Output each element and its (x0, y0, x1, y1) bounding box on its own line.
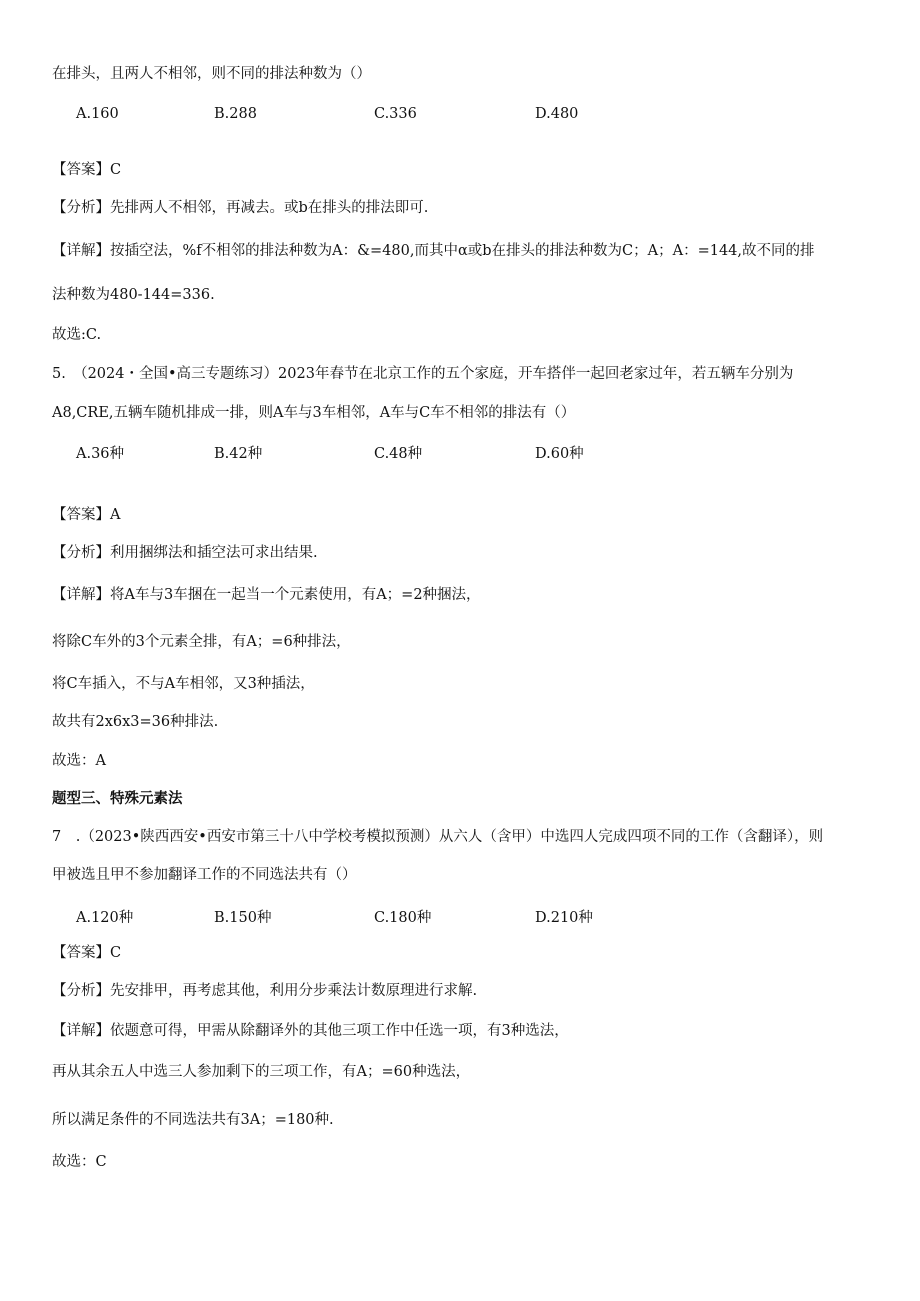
question-7-detail-line-1: 【详解】依题意可得，甲需从除翻译外的其他三项工作中任选一项，有3种选法， (52, 1023, 569, 1039)
option-c: C.48种 (374, 446, 423, 462)
question-5-detail-line-1: 【详解】将A车与3车捆在一起当一个元素使用，有A；=2种捆法， (52, 587, 481, 603)
option-b: B.288 (214, 106, 257, 122)
question-4-detail-line-2: 法种数为480-144=336. (52, 287, 215, 303)
option-d: D.60种 (535, 446, 584, 462)
question-4-stem-tail: 在排头，且两人不相邻，则不同的排法种数为（） (52, 66, 371, 82)
question-7-detail-line-2: 再从其余五人中选三人参加剩下的三项工作，有A；=60种选法， (52, 1064, 471, 1080)
question-4-choice: 故选:C. (52, 327, 102, 343)
question-7-answer: 【答案】C (52, 945, 122, 961)
question-5-detail-line-4: 故共有2x6x3=36种排法. (52, 714, 219, 730)
question-4-detail-line-1: 【详解】按插空法，%f不相邻的排法种数为A：&=480,而其中α或b在排头的排法种数为C；A；A：=144,故不同的排 (52, 243, 815, 259)
option-b: B.42种 (214, 446, 263, 462)
question-5-answer: 【答案】A (52, 507, 121, 523)
option-c: C.180种 (374, 910, 432, 926)
question-5-choice: 故选：A (52, 753, 106, 769)
question-4-analysis: 【分析】先排两人不相邻，再减去。或b在排头的排法即可. (52, 200, 429, 216)
question-5-detail-line-2: 将除C车外的3个元素全排，有A；=6种排法， (52, 634, 351, 650)
option-a: A.36种 (76, 446, 125, 462)
question-7-detail-line-3: 所以满足条件的不同选法共有3A；=180种. (52, 1112, 334, 1128)
question-7-stem-line-1: 7 .（2023•陕西西安•西安市第三十八中学校考模拟预测）从六人（含甲）中选四人完成四项不同的工作（含翻译），则 (52, 829, 824, 845)
question-7-choice: 故选：C (52, 1154, 107, 1170)
question-7-stem-line-2: 甲被选且甲不参加翻译工作的不同选法共有（） (52, 867, 357, 883)
question-5-stem-line-2: A8,CRE,五辆车随机排成一排，则A车与3车相邻，A车与C车不相邻的排法有（） (52, 405, 576, 421)
question-5-options (0, 444, 920, 464)
question-5-analysis: 【分析】利用捆绑法和插空法可求出结果. (52, 545, 318, 561)
option-a: A.120种 (76, 910, 134, 926)
option-c: C.336 (374, 106, 417, 122)
question-4-answer: 【答案】C (52, 162, 122, 178)
option-b: B.150种 (214, 910, 272, 926)
option-d: D.210种 (535, 910, 593, 926)
section-title: 题型三、特殊元素法 (52, 790, 183, 807)
question-4-options (0, 104, 920, 124)
option-d: D.480 (535, 106, 579, 122)
option-a: A.160 (76, 106, 119, 122)
question-5-stem-line-1: 5. （2024・全国•高三专题练习）2023年春节在北京工作的五个家庭，开车搭伴一起回老家过年，若五辆车分别为 (52, 366, 794, 382)
question-7-options (0, 908, 920, 928)
question-7-analysis: 【分析】先安排甲，再考虑其他，利用分步乘法计数原理进行求解. (52, 983, 478, 999)
question-5-detail-line-3: 将C车插入，不与A车相邻，又3种插法， (52, 676, 315, 692)
